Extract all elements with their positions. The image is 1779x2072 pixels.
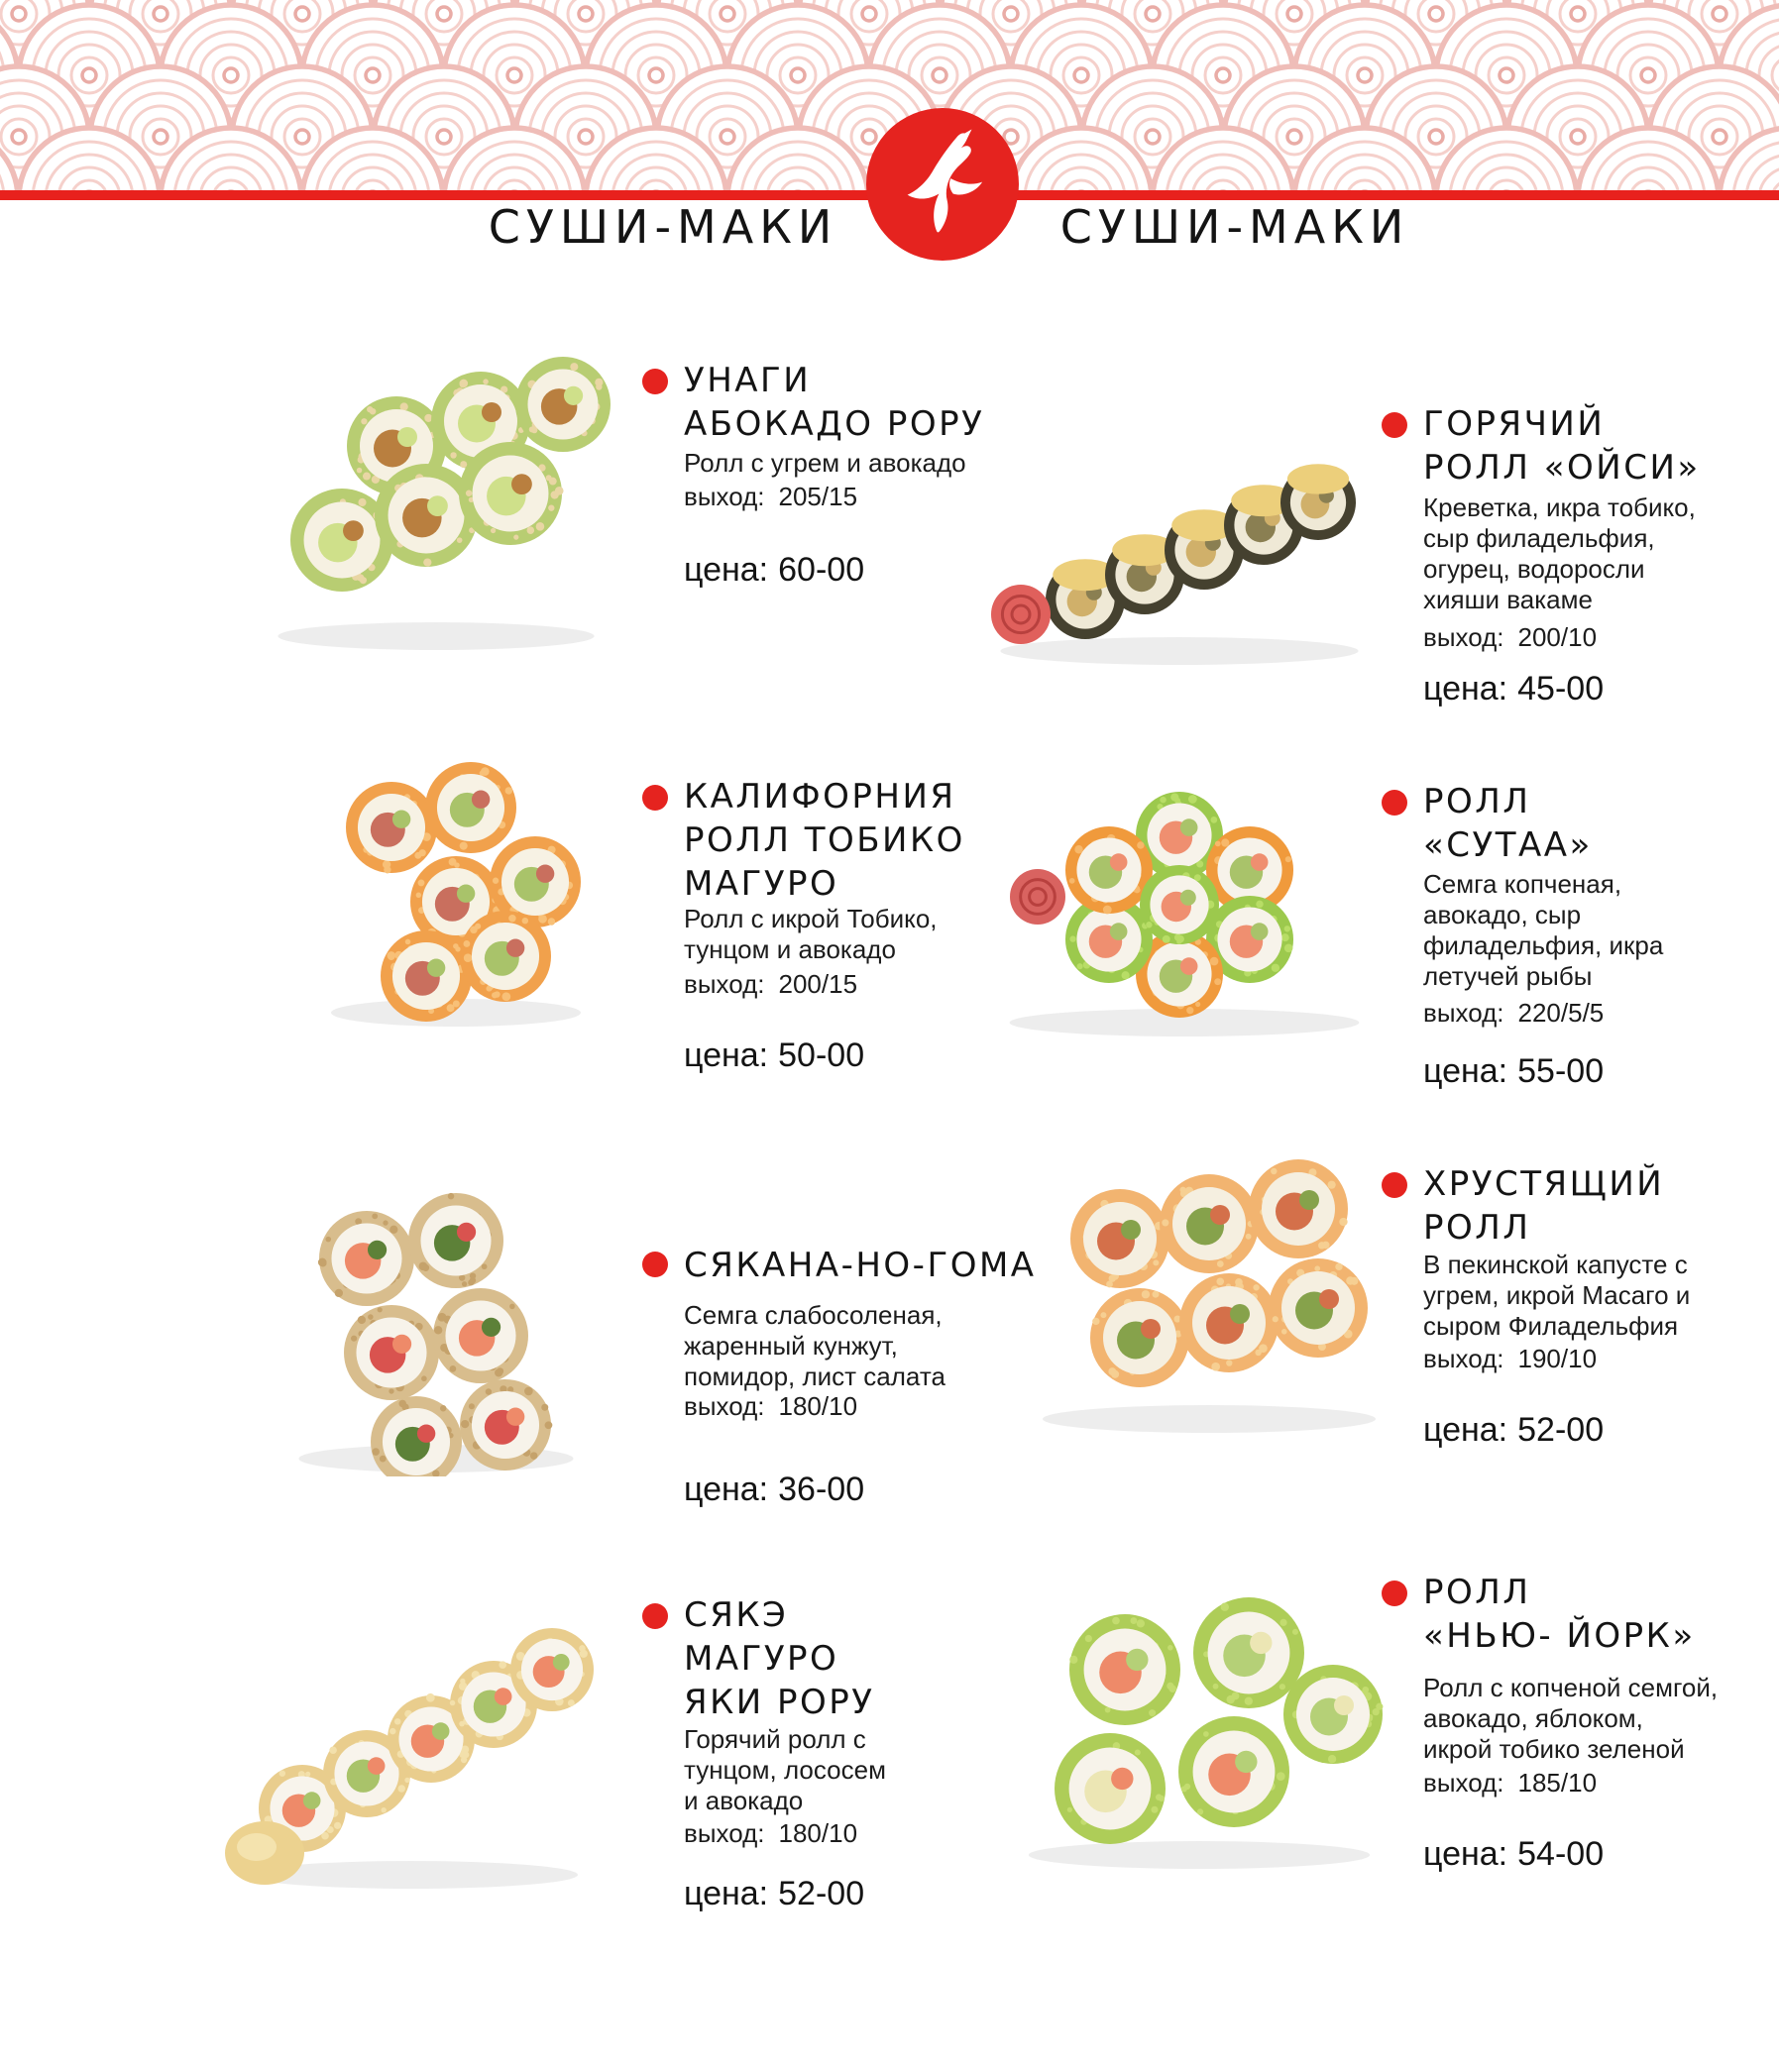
item-title-line: РОЛЛ <box>1423 782 1531 821</box>
item-price <box>684 1471 864 1509</box>
item-description <box>1423 869 1663 992</box>
dish-photo-syakana-no-goma <box>273 1159 600 1476</box>
description-line: Горячий ролл с <box>684 1724 866 1754</box>
item-description <box>1423 492 1696 615</box>
weight-label: выход: <box>684 1391 765 1421</box>
item-title-line: РОЛЛ <box>1423 1208 1531 1248</box>
dish-photo-syake-maguro <box>213 1556 610 1893</box>
bullet-icon <box>642 1603 668 1629</box>
item-description <box>684 904 938 965</box>
bullet-icon <box>1382 790 1407 816</box>
item-price <box>1423 1411 1604 1450</box>
description-line: Ролл с копченой семгой, <box>1423 1673 1719 1702</box>
item-weight <box>684 1391 857 1422</box>
item-title <box>1423 1571 1696 1658</box>
item-title <box>1423 780 1593 867</box>
item-title <box>684 359 984 446</box>
item-description <box>1423 1250 1690 1342</box>
weight-value: 190/10 <box>1517 1344 1598 1373</box>
price-label: цена: <box>684 1036 769 1074</box>
item-price <box>684 551 864 590</box>
item-weight <box>684 482 857 512</box>
item-title-line: «НЬЮ- ЙОРК» <box>1423 1616 1696 1656</box>
item-title <box>1423 1162 1664 1250</box>
weight-value: 180/10 <box>778 1818 858 1848</box>
item-weight <box>684 969 857 1000</box>
description-line: хияши вакаме <box>1423 585 1593 614</box>
item-title-line: УНАГИ <box>684 361 812 400</box>
weight-label: выход: <box>1423 622 1504 652</box>
price-value: 54-00 <box>1517 1835 1605 1873</box>
item-title-line: МАГУРО <box>684 864 839 904</box>
item-weight <box>684 1818 857 1849</box>
item-title <box>684 1244 1037 1287</box>
description-line: Семга копченая, <box>1423 869 1622 899</box>
description-line: сыр филадельфия, <box>1423 523 1655 553</box>
description-line: Ролл с икрой Тобико, <box>684 904 938 933</box>
item-weight <box>1423 622 1597 653</box>
description-line: огурец, водоросли <box>1423 554 1645 584</box>
price-value: 50-00 <box>778 1036 865 1074</box>
bullet-icon <box>1382 412 1407 438</box>
weight-label: выход: <box>684 482 765 511</box>
item-description <box>684 448 966 479</box>
item-title-line: РОЛЛ «ОЙСИ» <box>1423 448 1701 488</box>
item-weight <box>1423 1768 1597 1799</box>
item-price <box>1423 1052 1604 1091</box>
description-line: жаренный кунжут, <box>684 1331 898 1361</box>
description-line: авокадо, сыр <box>1423 900 1582 929</box>
item-weight <box>1423 1344 1597 1374</box>
page-title-left: СУШИ-МАКИ <box>488 200 838 254</box>
weight-label: выход: <box>1423 1344 1504 1373</box>
description-line: авокадо, яблоком, <box>1423 1703 1643 1733</box>
weight-value: 220/5/5 <box>1517 998 1605 1028</box>
item-title-line: АБОКАДО РОРУ <box>684 404 985 444</box>
weight-value: 205/15 <box>778 482 858 511</box>
price-label: цена: <box>684 1471 769 1508</box>
dish-photo-california-roll <box>307 733 605 1031</box>
item-title-line: РОЛЛ <box>1423 1573 1531 1612</box>
item-title-line: ГОРЯЧИЙ <box>1423 404 1606 444</box>
item-title-line: РОЛЛ ТОБИКО <box>684 820 965 860</box>
price-value: 52-00 <box>778 1875 865 1912</box>
description-line: угрем, икрой Масаго и <box>1423 1280 1691 1310</box>
price-label: цена: <box>684 1875 769 1912</box>
logo <box>866 108 1019 261</box>
bullet-icon <box>1382 1581 1407 1606</box>
description-line: тунцом и авокадо <box>684 934 896 964</box>
weight-value: 185/10 <box>1517 1768 1598 1798</box>
item-title-line: МАГУРО <box>684 1639 839 1679</box>
price-label: цена: <box>684 551 769 589</box>
weight-label: выход: <box>1423 998 1504 1028</box>
item-weight <box>1423 998 1604 1029</box>
item-price <box>1423 1835 1604 1874</box>
crane-icon <box>884 126 1001 243</box>
description-line: помидор, лист салата <box>684 1362 945 1391</box>
item-title-line: «СУТАА» <box>1423 825 1593 865</box>
price-label: цена: <box>1423 1835 1508 1873</box>
item-price <box>684 1875 864 1913</box>
item-title-line: СЯКЭ <box>684 1595 789 1635</box>
description-line: филадельфия, икра <box>1423 930 1664 960</box>
weight-label: выход: <box>1423 1768 1504 1798</box>
weight-label: выход: <box>684 1818 765 1848</box>
item-description <box>684 1300 945 1392</box>
price-value: 55-00 <box>1517 1052 1605 1090</box>
item-title <box>684 775 965 906</box>
weight-label: выход: <box>684 969 765 999</box>
bullet-icon <box>642 369 668 394</box>
dish-photo-roll-new-york <box>996 1566 1402 1873</box>
item-title-line: ЯКИ РОРУ <box>684 1683 875 1722</box>
weight-value: 200/15 <box>778 969 858 999</box>
bullet-icon <box>642 785 668 811</box>
weight-value: 200/10 <box>1517 622 1598 652</box>
bullet-icon <box>1382 1172 1407 1198</box>
price-value: 45-00 <box>1517 670 1605 708</box>
description-line: В пекинской капусте с <box>1423 1250 1688 1279</box>
dish-photo-hot-roll-oisi <box>966 411 1392 669</box>
item-price <box>1423 670 1604 709</box>
page-title-right: СУШИ-МАКИ <box>1059 200 1410 254</box>
price-value: 52-00 <box>1517 1411 1605 1449</box>
item-title <box>684 1593 875 1724</box>
price-label: цена: <box>1423 670 1508 708</box>
bullet-icon <box>642 1252 668 1277</box>
weight-value: 180/10 <box>778 1391 858 1421</box>
description-line: тунцом, лососем <box>684 1755 886 1785</box>
description-line: Ролл с угрем и авокадо <box>684 448 966 478</box>
item-description <box>1423 1673 1718 1765</box>
item-title-line: ХРУСТЯЩИЙ <box>1423 1164 1665 1204</box>
item-title-line: СЯКАНА-НО-ГОМА <box>684 1246 1037 1285</box>
item-title <box>1423 402 1701 490</box>
description-line: икрой тобико зеленой <box>1423 1734 1685 1764</box>
description-line: летучей рыбы <box>1423 961 1593 991</box>
description-line: Креветка, икра тобико, <box>1423 492 1696 522</box>
description-line: и авокадо <box>684 1786 804 1815</box>
dish-photo-crispy-roll <box>1011 1140 1407 1437</box>
item-price <box>684 1036 864 1075</box>
price-label: цена: <box>1423 1052 1508 1090</box>
description-line: сыром Филадельфия <box>1423 1311 1679 1341</box>
description-line: Семга слабосоленая, <box>684 1300 943 1330</box>
item-description <box>684 1724 886 1816</box>
price-value: 60-00 <box>778 551 865 589</box>
price-value: 36-00 <box>778 1471 865 1508</box>
dish-photo-unagi-avocado-roll <box>248 327 624 654</box>
dish-photo-roll-sutaa <box>976 758 1392 1040</box>
item-title-line: КАЛИФОРНИЯ <box>684 777 956 817</box>
price-label: цена: <box>1423 1411 1508 1449</box>
